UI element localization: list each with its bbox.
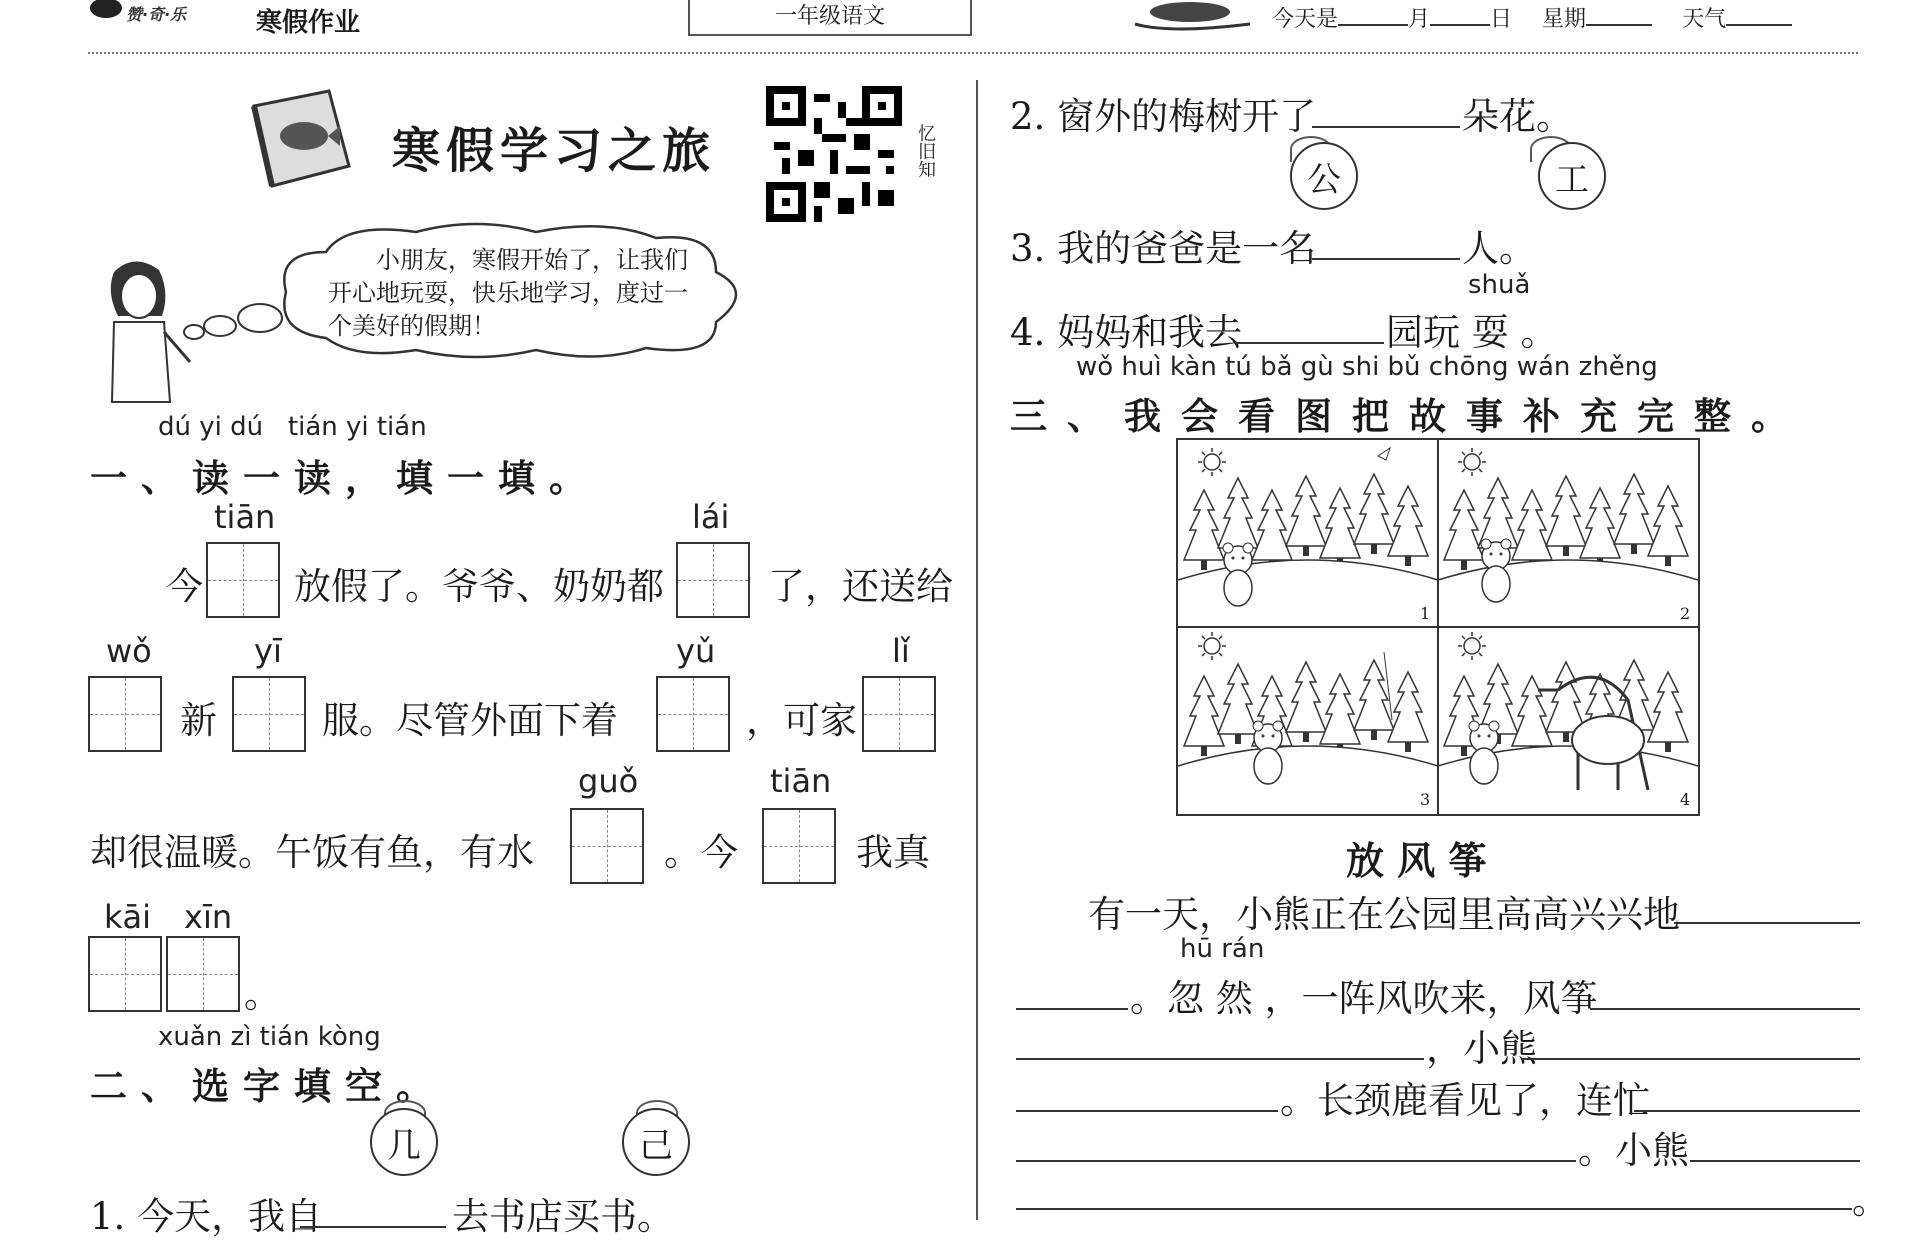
date-fields: 今天是 月 日 星期 天气	[1272, 2, 1792, 33]
story-title: 放 风 筝	[1346, 839, 1487, 883]
q3-text-a: 3. 我的爸爸是一名	[1010, 227, 1317, 270]
q1-blank[interactable]	[300, 1226, 446, 1228]
column-divider	[976, 80, 978, 1220]
panel-number: 1	[1420, 604, 1431, 623]
answer-box[interactable]	[88, 676, 162, 752]
q1-text-b: 去书店买书。	[452, 1195, 674, 1238]
story-blank[interactable]	[1634, 1110, 1860, 1112]
svg-text:赞·奇·乐: 赞·奇·乐	[126, 5, 187, 24]
panel-number: 4	[1680, 790, 1691, 809]
answer-box[interactable]	[88, 936, 162, 1012]
story-line-5: 。小熊	[1578, 1129, 1689, 1172]
header	[0, 0, 1920, 56]
r1-text-2: 放假了。爷爷、奶奶都	[294, 565, 664, 608]
answer-box[interactable]	[862, 676, 936, 752]
r2-text-1: 新	[180, 699, 217, 742]
story-blank[interactable]	[1590, 1008, 1860, 1010]
story-picture-grid	[1176, 438, 1700, 816]
story-blank[interactable]	[1016, 1208, 1852, 1210]
char-option[interactable]: 工	[1538, 142, 1606, 210]
q3-blank[interactable]	[1312, 258, 1460, 260]
story-blank[interactable]	[1690, 1160, 1860, 1162]
s1-pinyin: dú yi dú tián yi tián	[158, 412, 427, 442]
panel-number: 2	[1680, 604, 1691, 623]
r2-text-3: ，可家	[746, 699, 857, 742]
answer-box[interactable]	[232, 676, 306, 752]
answer-box[interactable]	[762, 808, 836, 884]
thought-bubble	[176, 222, 856, 364]
r2-text-2: 服。尽管外面下着	[322, 699, 618, 742]
panel-number: 3	[1420, 790, 1431, 809]
r1-text-3: 了，还送给	[768, 565, 953, 608]
date-blank-weather[interactable]	[1726, 24, 1792, 26]
q1-text-a: 1. 今天，我自	[90, 1195, 323, 1238]
date-blank-weekday[interactable]	[1586, 24, 1652, 26]
q4-pinyin: shuǎ	[1468, 270, 1531, 300]
r1-pinyin-1: tiān	[214, 498, 276, 536]
subject-label: 一年级语文	[688, 0, 972, 36]
char-option[interactable]: 公	[1290, 142, 1358, 210]
answer-box[interactable]	[570, 808, 644, 884]
char-option[interactable]: 己	[622, 1108, 690, 1176]
answer-box[interactable]	[166, 936, 240, 1012]
story-blank[interactable]	[1016, 1058, 1424, 1060]
book-icon	[244, 86, 354, 194]
qr-caption: 忆旧知	[915, 124, 936, 178]
q4-text-a: 4. 妈妈和我去	[1010, 311, 1243, 354]
story-blank[interactable]	[1016, 1160, 1576, 1162]
story-line-4: 。长颈鹿看见了，连忙	[1280, 1079, 1650, 1122]
story-blank[interactable]	[1016, 1008, 1128, 1010]
s2-pinyin: xuǎn zì tián kòng	[158, 1022, 381, 1052]
r3-text-2: 。今	[664, 831, 738, 874]
date-blank-day[interactable]	[1430, 24, 1490, 26]
qr-code	[766, 86, 902, 222]
story-blank[interactable]	[1674, 922, 1860, 924]
story-blank[interactable]	[1016, 1110, 1278, 1112]
q4-blank[interactable]	[1236, 342, 1384, 344]
answer-box[interactable]	[676, 542, 750, 618]
story-line-2: 。忽 然 ，一阵风吹来，风筝	[1130, 977, 1598, 1020]
r2-pinyin-1: wǒ	[106, 632, 152, 670]
r4-text-1: 。	[244, 973, 281, 1016]
q2-text-b: 朵花。	[1462, 95, 1573, 138]
r4-pinyin-1: kāi	[104, 898, 152, 936]
q3-text-b: 人。	[1462, 227, 1536, 270]
s1-title: 一、读一读，填一填。	[90, 456, 600, 500]
s3-title: 三、我会看图把故事补充完整。	[1010, 394, 1808, 438]
r2-pinyin-4: lǐ	[892, 632, 910, 670]
bubble-text: 小朋友，寒假开始了，让我们开心地玩耍，快乐地学习，度过一个美好的假期！	[328, 246, 688, 340]
story-line-6: 。	[1852, 1179, 1889, 1222]
date-blank-month[interactable]	[1338, 24, 1408, 26]
char-option[interactable]: 几	[370, 1108, 438, 1176]
story-blank[interactable]	[1522, 1058, 1860, 1060]
s3-pinyin: wǒ huì kàn tú bǎ gù shi bǔ chōng wán zhěng	[1076, 352, 1658, 382]
r2-pinyin-3: yǔ	[676, 632, 716, 670]
r2-pinyin-2: yī	[254, 632, 282, 670]
q2-blank[interactable]	[1312, 126, 1460, 128]
r1-text-1: 今	[166, 565, 203, 608]
r3-pinyin-1: guǒ	[578, 762, 639, 800]
r3-pinyin-2: tiān	[770, 762, 832, 800]
r4-pinyin-2: xīn	[184, 898, 233, 936]
s2-title: 二、选字填空。	[90, 1064, 447, 1108]
q4-text-b: 园玩 耍 。	[1386, 311, 1558, 354]
story-pinyin-huran: hū rán	[1180, 934, 1265, 964]
brand-logo-icon	[86, 0, 246, 30]
r3-text-1: 却很温暖。午饭有鱼，有水	[90, 831, 534, 874]
header-divider	[88, 52, 1858, 54]
story-line-3: ，小熊	[1426, 1027, 1537, 1070]
brand-title: 寒假作业	[256, 8, 361, 38]
r1-pinyin-2: lái	[692, 498, 730, 536]
r3-text-3: 我真	[856, 831, 930, 874]
sled-icon	[1130, 0, 1260, 32]
answer-box[interactable]	[656, 676, 730, 752]
answer-box[interactable]	[206, 542, 280, 618]
story-line-1: 有一天，小熊正在公园里高高兴兴地	[1088, 893, 1680, 936]
q2-text-a: 2. 窗外的梅树开了	[1010, 95, 1317, 138]
intro-title: 寒假学习之旅	[392, 123, 717, 179]
